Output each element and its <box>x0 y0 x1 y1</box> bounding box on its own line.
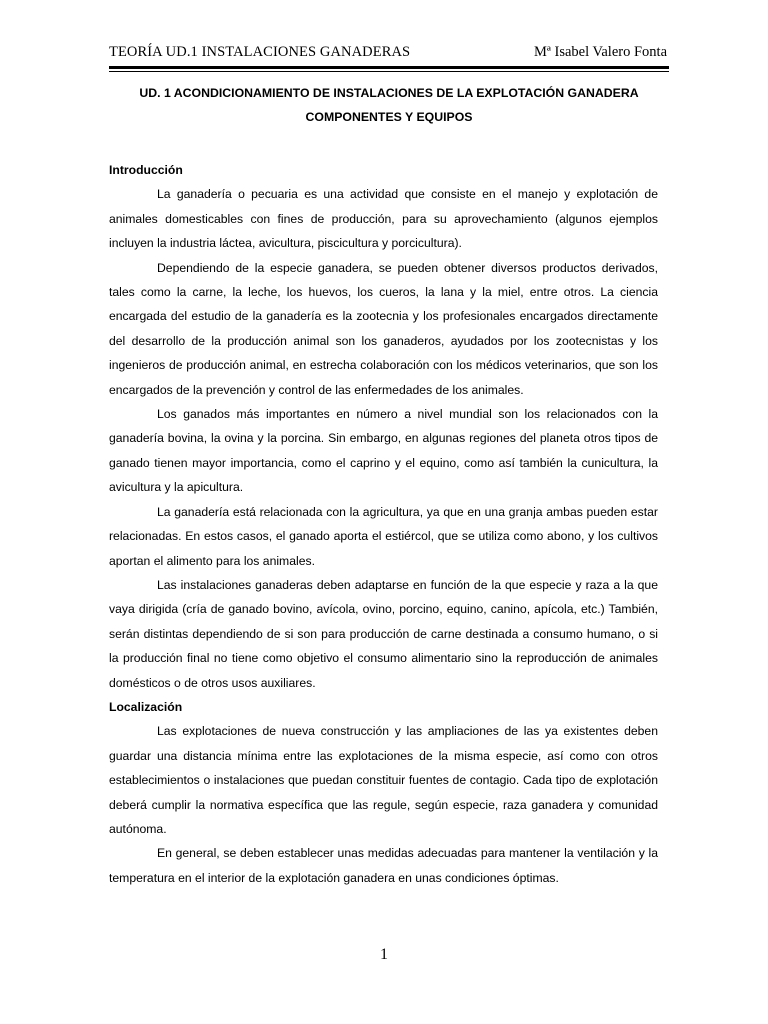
paragraph: Dependiendo de la especie ganadera, se pueden obtener diversos productos derivados, tales como la carne, la leche, los huevos, los cueros, la lana y la miel, entre otros. La ciencia encargada del estudio de la ganadería es la zootecnia y los profesionales encargados directamente del desarrollo de la producción animal son los ganaderos, ayudados por los zootecnistas y los ingenieros de producción animal, en estrecha colaboración con los médicos veterinarios, que son los encargados de la prevención y control de las enfermedades de los animales. <box>109 260 658 397</box>
paragraph: La ganadería está relacionada con la agricultura, ya que en una granja ambas pueden estar relacionadas. En estos casos, el ganado aporta el estiércol, que se utiliza como abono, y los cultivos aportan el alimento para los animales. <box>109 504 658 568</box>
paragraph: En general, se deben establecer unas medidas adecuadas para mantener la ventilación y la temperatura en el interior de la explotación ganadera en unas condiciones óptimas. <box>109 846 658 885</box>
paragraph: La ganadería o pecuaria es una actividad que consiste en el manejo y explotación de animales domesticables con fines de producción, para su aprovechamiento (algunos ejemplos incluyen la industria láctea, avicultura, piscicultura y porcicultura). <box>109 187 658 251</box>
document-title: UD. 1 ACONDICIONAMIENTO DE INSTALACIONES DE LA EXPLOTACIÓN GANADERA <box>139 86 639 100</box>
section-heading-introduccion: Introducción <box>109 163 183 177</box>
page-number: 1 <box>380 946 388 963</box>
header-rule-thick <box>109 66 669 69</box>
document-body <box>109 158 658 890</box>
running-header <box>109 40 667 66</box>
paragraph: Los ganados más importantes en número a nivel mundial son los relacionados con la ganadería bovina, la ovina y la porcina. Sin embargo, en algunas regiones del planeta otros tipos de ganado tienen mayor importancia, como el caprino y el equino, como así también la cunicultura, la avicultura y la apicultura. <box>109 407 658 495</box>
header-course-title: TEORÍA UD.1 INSTALACIONES GANADERAS <box>109 44 411 60</box>
document-subtitle: COMPONENTES Y EQUIPOS <box>305 110 473 124</box>
header-author: Mª Isabel Valero Fonta <box>534 44 667 60</box>
header-rule-thin <box>109 71 669 72</box>
paragraph: Las explotaciones de nueva construcción y las ampliaciones de las ya existentes deben guardar una distancia mínima entre las explotaciones de la misma especie, así como con otros establecimientos o instalaciones que puedan constituir fuentes de contagio. Cada tipo de explotación deberá cumplir la normativa específica que las regule, según especie, raza ganadera y comunidad autónoma. <box>109 724 658 836</box>
section-heading-localizacion: Localización <box>109 699 183 714</box>
paragraph: Las instalaciones ganaderas deben adaptarse en función de la que especie y raza a la que vaya dirigida (cría de ganado bovino, avícola, ovino, porcino, equino, canino, apícola, etc.) También, serán distintas dependiendo de si son para producción de carne destinada a consumo humano, o si la producción final no tiene como objetivo el consumo alimentario sino la reproducción de animales domésticos o de otros usos auxiliares. <box>109 577 658 690</box>
